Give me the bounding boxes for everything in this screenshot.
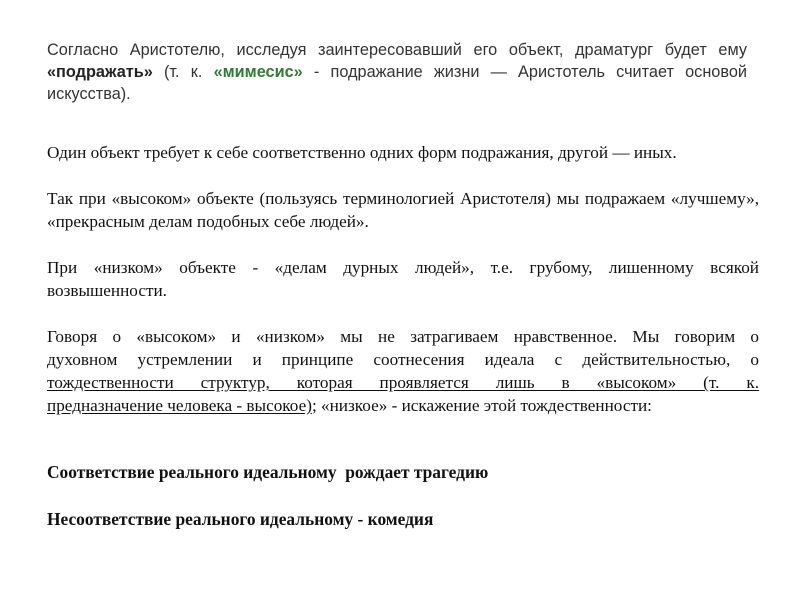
paragraph-line-4-rest: ; «низкое» - искажение этой тождественности: [311,396,652,415]
term-imitate: «подражать» [47,63,153,81]
intro-text-part-1: Согласно Аристотелю, исследуя заинтересовавший его объект, драматург будет ему [47,41,747,59]
paragraph-high-object: Так при «высоком» объекте (пользуясь терминологией Аристотеля) мы подражаем «лучшему», «прекрасным делам подобных себе людей». [47,189,759,231]
intro-text-part-3: - подражание жизни — Аристотель считает основой искусства). [47,63,747,103]
conclusion-comedy: Несоответствие реального идеальному - комедия [47,509,434,529]
paragraph-line-2: духовном устремлении и принципе соотнесения идеала с действительностью, о [47,350,759,369]
paragraph-low-object: При «низком» объекте - «делам дурных людей», т.е. грубому, лишенному всякой возвышенности. [47,258,759,300]
intro-text-part-2: (т. к. [152,63,214,81]
conclusion-tragedy: Соответствие реального идеальному рождает трагедию [47,462,489,482]
body-text [47,141,759,417]
paragraph-forms-of-imitation: Один объект требует к себе соответственно одних форм подражания, другой — иных. [47,143,677,162]
paragraph-line-3-underlined: тождественности структур, которая проявляется лишь в «высоком» (т. к. [47,373,759,392]
paragraph-line-1: Говоря о «высоком» и «низком» мы не затрагиваем нравственное. Мы говорим о [47,327,759,346]
term-mimesis: «мимесис» [213,63,303,81]
paragraph-line-4-underlined: предназначение человека - высокое) [47,396,312,415]
paragraph-high-and-low [47,325,759,417]
intro-paragraph [47,39,747,105]
paragraph-line-4 [47,394,759,417]
